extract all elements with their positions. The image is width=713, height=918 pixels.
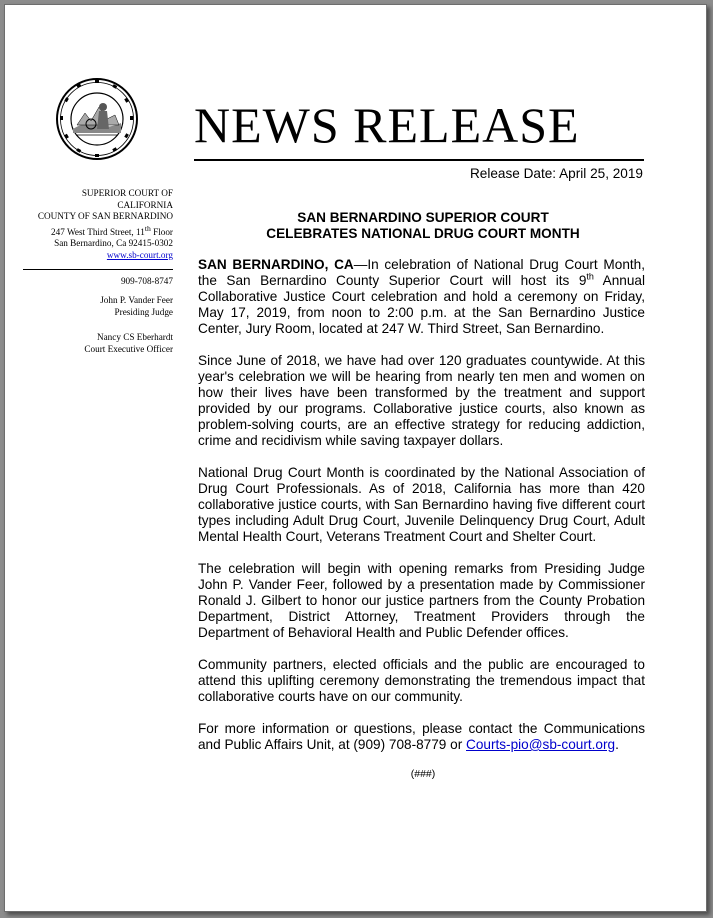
sidebar-divider xyxy=(23,269,173,270)
release-date: Release Date: April 25, 2019 xyxy=(469,166,643,181)
email-link[interactable]: Courts-pio@sb-court.org xyxy=(466,737,616,752)
officer-name: Nancy CS Eberhardt xyxy=(96,332,173,343)
court-name-line-1: SUPERIOR COURT OF xyxy=(81,188,173,198)
document-page xyxy=(4,4,707,912)
headline-line-2: CELEBRATES NATIONAL DRUG COURT MONTH xyxy=(266,226,580,241)
paragraph-6: For more information or questions, please contact the Communications and Public Affairs Unit, at (909) 708-8779 or Courts-pio@sb-court.org. xyxy=(198,721,645,752)
county-name: COUNTY OF SAN BERNARDINO xyxy=(37,211,173,222)
headline xyxy=(198,210,648,242)
website-link[interactable]: www.sb-court.org xyxy=(106,250,173,261)
address-line-2: San Bernardino, Ca 92415-0302 xyxy=(54,238,173,249)
address-line-1: 247 West Third Street, 11th Floor xyxy=(51,223,173,237)
court-sidebar xyxy=(15,188,173,356)
title-rule xyxy=(194,159,644,161)
paragraph-4: The celebration will begin with opening remarks from Presiding Judge John P. Vander Feer, followed by a presentation made by Commissioner Ronald J. Gilbert to honor our justice partners from the County Probation Department, District Attorney, Treatment Providers through the Department of Behavioral Health and Public Defender offices. xyxy=(198,561,645,640)
page-title: NEWS RELEASE xyxy=(194,97,580,153)
court-name-line-2: CALIFORNIA xyxy=(117,199,173,210)
paragraph-2: Since June of 2018, we have had over 120 graduates countywide. At this year's celebration we will be hearing from nearly ten men and women on how their lives have been transformed by the treatment and support provided by our programs. Collaborative justice courts, also known as problem-solving courts, are an effective strategy for reducing addiction, crime and recidivism while saving taxpayer dollars. xyxy=(198,353,645,448)
court-phone: 909-708-8747 xyxy=(120,275,173,286)
headline-line-1: SAN BERNARDINO SUPERIOR COURT xyxy=(297,210,549,225)
court-seal-icon xyxy=(55,77,139,161)
end-mark: (###) xyxy=(410,768,436,780)
paragraph-1: SAN BERNARDINO, CA—In celebration of National Drug Court Month, the San Bernardino County Superior Court will host its 9th Annual Collaborative Justice Court celebration and hold a ceremony on Friday, May 17, 2019, from noon to 2:00 p.m. at the San Bernardino Justice Center, Jury Room, located at 247 W. Third Street, San Bernardino. xyxy=(198,257,646,336)
judge-name: John P. Vander Feer xyxy=(100,295,173,306)
officer-title: Court Executive Officer xyxy=(84,344,173,354)
paragraph-3: National Drug Court Month is coordinated by the National Association of Drug Court Professionals. As of 2018, California has more than 420 collaborative justice courts, with San Bernardino having five different court types including Adult Drug Court, Juvenile Delinquency Drug Court, Adult Mental Health Court, Veterans Treatment Court and Shelter Court. xyxy=(198,465,645,544)
judge-title: Presiding Judge xyxy=(114,306,173,317)
paragraph-5: Community partners, elected officials and the public are encouraged to attend this uplifting ceremony demonstrating the tremendous impact that collaborative courts have on our community. xyxy=(198,657,645,704)
article-body xyxy=(198,257,645,769)
